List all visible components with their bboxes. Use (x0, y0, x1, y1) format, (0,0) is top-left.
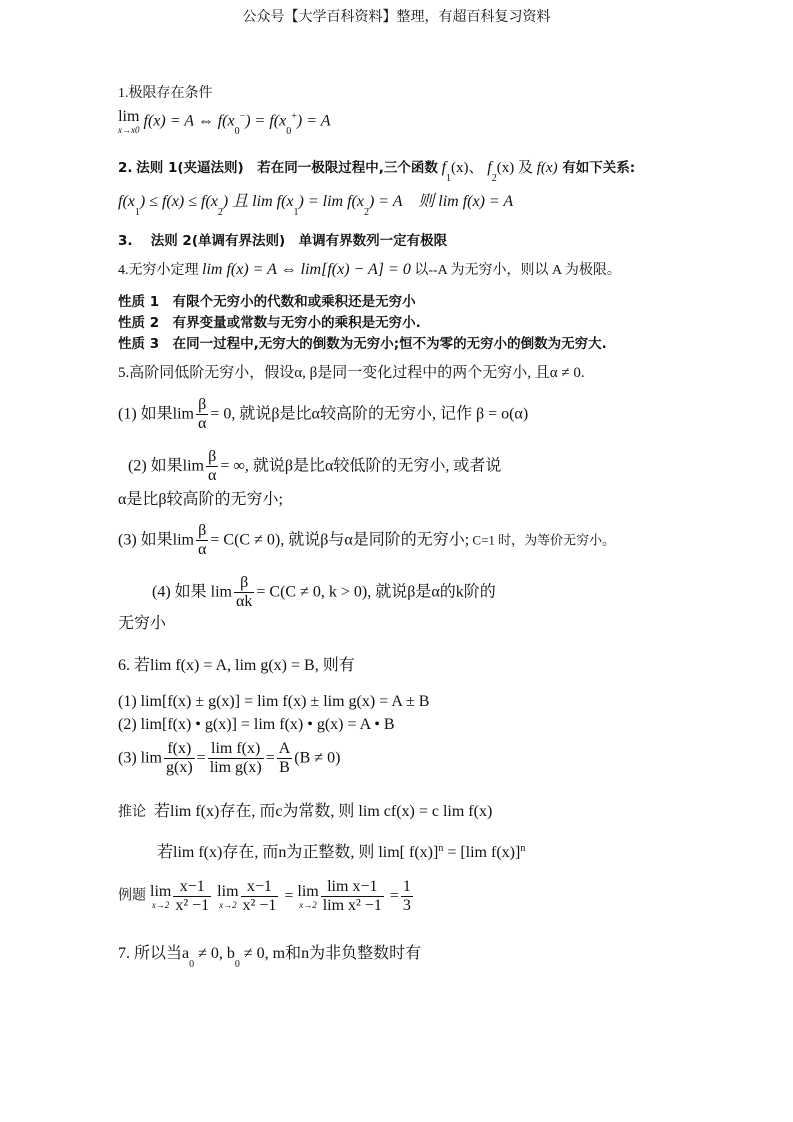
section-6-intro: 6. 若lim f(x) = A, lim g(x) = B, 则有 (118, 657, 355, 674)
example: 例题 lim x→2 $\frac{x-1}{\text{x² −1}}$ lim x→2 $\frac{x-1}{\text{x² −1}}$ = lim x→2 $\frac{\text{lim x−1}}{\text{lim x² −1}}$ = $\frac{1}{3}$ (118, 878, 411, 915)
section-1-title: 1.极限存在条件 (118, 86, 213, 101)
case-4-cont: 无穷小 (118, 615, 167, 632)
section-5-intro: 5.高阶同低阶无穷小，假设α, β是同一变化过程中的两个无穷小, 且α ≠ 0. (118, 365, 585, 381)
squeeze-formula: $f(x_1) \le f(x) \le f(x_2)$ 且 $\lim f(x_1) = \lim f(x_2) = A$ 则 lim f(x) = A (118, 193, 514, 218)
case-2: (2) 如果lim $\frac{\beta}{\alpha}$ = ∞, 就说β是比α较低阶的无穷小, 或者说 (128, 448, 502, 485)
property-1: 性质 1 有限个无穷小的代数和或乘积还是无穷小 (118, 294, 416, 310)
limit-existence-formula: lim x→x0 f(x) = A ⇔ $f(x_0^-) = f(x_0^+) = A$ (118, 108, 331, 138)
corollary-2: 若lim f(x)存在, 而n为正整数, 则 lim[ f(x)]$^n$ = [lim f(x)]$^n$ (157, 843, 526, 861)
section-3: 3. 法则 2(单调有界法则) 单调有界数列一定有极限 (118, 233, 448, 249)
rule-product: (2) lim[f(x) • g(x)] = lim f(x) • g(x) = A • B (118, 716, 395, 733)
case-1: (1) 如果lim $\frac{\beta}{\alpha}$ = 0, 就说β是比α较高阶的无穷小, 记作 β = o(α) (118, 396, 529, 433)
section-2: 2. 法则 1(夹逼法则) 若在同一极限过程中,三个函数 $f_1(x)$、 $f_2(x)$ 及 f(x) 有如下关系: (118, 159, 636, 184)
rule-sum: (1) lim[f(x) ± g(x)] = lim f(x) ± lim g(x) = A ± B (118, 693, 430, 710)
case-2-cont: α是比β较高阶的无穷小; (118, 491, 283, 508)
property-2: 性质 2 有界变量或常数与无穷小的乘积是无穷小. (118, 315, 421, 331)
section-7: 7. 所以当$a_0 \ne 0$, $b_0 \ne 0$, m和n为非负整数时有 (118, 945, 422, 970)
property-3: 性质 3 在同一过程中,无穷大的倒数为无穷小;恒不为零的无穷小的倒数为无穷大. (118, 336, 607, 352)
case-3: (3) 如果lim $\frac{\beta}{\alpha}$ = C(C ≠ 0), 就说β与α是同阶的无穷小; C=1 时，为等价无穷小。 (118, 522, 616, 559)
rule-quotient: (3) lim $\frac{f(x)}{g(x)}$ = $\frac{\text{lim f(x)}}{\text{lim g(x)}}$ = $\frac{A}{B}$ (B ≠ 0) (118, 740, 341, 777)
case-4: (4) 如果 lim $\frac{\beta}{\alpha k}$ = C(C ≠ 0, k > 0), 就说β是α的k阶的 (152, 574, 496, 611)
corollary-1: 推论 若lim f(x)存在, 而c为常数, 则 lim cf(x) = c lim f(x) (118, 803, 493, 820)
section-4: 4.无穷小定理 lim f(x) = A ⇔ lim[f(x) − A] = 0 以--A 为无穷小，则以 A 为极限。 (118, 261, 621, 278)
page-header: 公众号【大学百科资料】整理，有超百科复习资料 (242, 9, 551, 25)
